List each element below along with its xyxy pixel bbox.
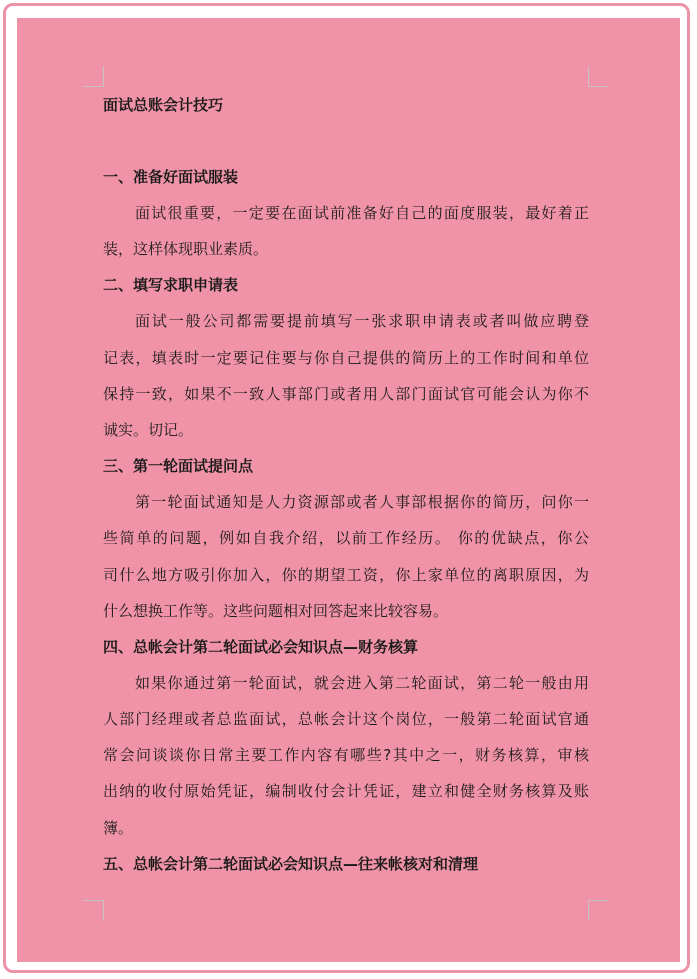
paragraph-line: 装，这样体现职业素质。 [103, 240, 269, 259]
paragraph-line: 人部门经理或者总监面试，总帐会计这个岗位，一般第二轮面试官通 [103, 710, 589, 729]
paragraph-line: 第一轮面试通知是人力资源部或者人事部根据你的简历，问你一 [135, 493, 589, 512]
document-body [103, 87, 589, 882]
section-heading: 二、填写求职申请表 [103, 276, 239, 295]
section-heading: 三、第一轮面试提问点 [103, 457, 254, 476]
section-heading: 五、总帐会计第二轮面试必会知识点—往来帐核对和清理 [103, 854, 479, 873]
section-heading: 四、总帐会计第二轮面试必会知识点—财务核算 [103, 637, 419, 656]
paragraph-line: 司什么地方吸引你加入，你的期望工资，你上家单位的离职原因，为 [103, 565, 589, 584]
margin-mark-top-left [83, 66, 104, 87]
paragraph-line: 些简单的问题，例如自我介绍，以前工作经历。 你的优缺点，你公 [103, 529, 589, 548]
margin-mark-top-right [588, 66, 609, 87]
margin-mark-bottom-left [83, 900, 104, 921]
paragraph-line: 如果你通过第一轮面试，就会进入第二轮面试，第二轮一般由用 [135, 673, 589, 692]
paragraph-line: 簿。 [103, 818, 134, 837]
section-heading: 一、准备好面试服装 [103, 168, 239, 186]
paragraph-line: 出纳的收付原始凭证，编制收付会计凭证，建立和健全财务核算及账 [103, 782, 589, 801]
paragraph-line: 常会问谈谈你日常主要工作内容有哪些?其中之一，财务核算，审核 [103, 746, 589, 765]
paragraph-line: 记表，填表时一定要记住要与你自己提供的简历上的工作时间和单位 [103, 348, 589, 367]
margin-mark-bottom-right [588, 900, 609, 921]
paragraph-line: 面试一般公司都需要提前填写一张求职申请表或者叫做应聘登 [135, 312, 589, 331]
paragraph-line: 什么想换工作等。这些问题相对回答起来比较容易。 [103, 601, 449, 620]
paragraph-line: 面试很重要，一定要在面试前准备好自己的面度服装，最好着正 [135, 204, 589, 222]
document-title: 面试总账会计技巧 [103, 96, 224, 114]
paragraph-line: 保持一致，如果不一致人事部门或者用人部门面试官可能会认为你不 [103, 384, 589, 403]
paragraph-line: 诚实。切记。 [103, 420, 194, 439]
